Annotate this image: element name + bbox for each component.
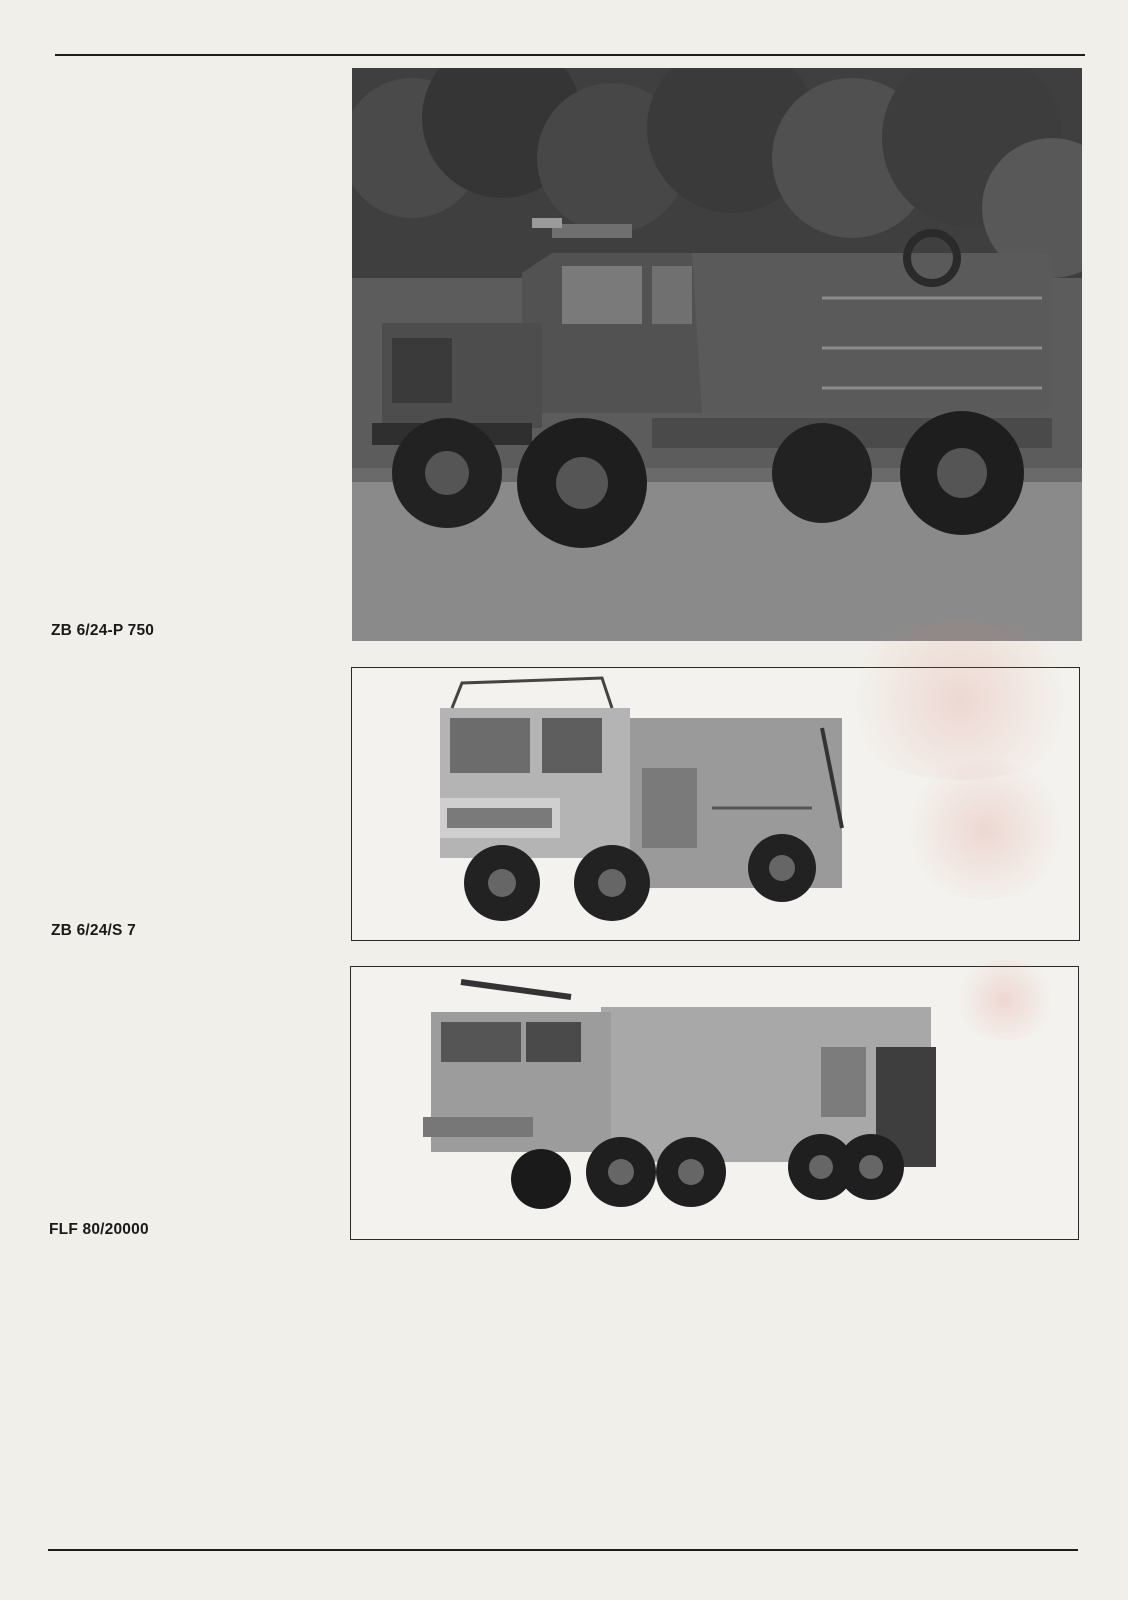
caption-vehicle-2: ZB 6/24/S 7: [51, 922, 136, 939]
photo-zb-6-24-p-750: [352, 68, 1082, 641]
caption-vehicle-1: ZB 6/24-P 750: [51, 622, 155, 639]
bottom-rule: [48, 1549, 1078, 1551]
photo-flf-80-20000: [350, 966, 1079, 1240]
top-rule: [55, 54, 1085, 56]
caption-vehicle-3: FLF 80/20000: [49, 1221, 149, 1238]
photo-zb-6-24-s-7: [351, 667, 1080, 941]
